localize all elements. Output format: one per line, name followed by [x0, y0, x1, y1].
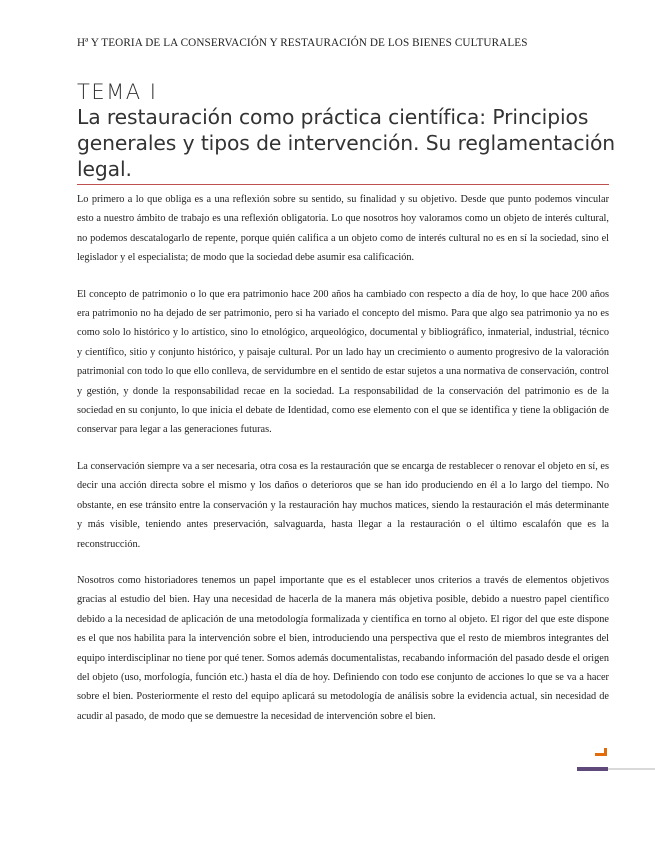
- footer-rule-dark: [577, 767, 608, 771]
- paragraph: Nosotros como historiadores tenemos un papel importante que es el establecer unos criterios a través de elementos objetivos gracias al estudio del bien. Hay una necesidad de hacerla de la manera más objetiva posible, debido a nuestro papel científico debido a la necesidad de aplicación de una metodología formalizada y científica en torno al objeto. El rigor del que este dispone es el que nos habilita para la intervención sobre el bien, introduciendo una perspectiva que el resto de miembros integrantes del equipo interdisciplinar no tiene por qué tener. Somos además documentalistas, recabando información del pasado desde el origen del objeto (uso, morfología, función etc.) hasta el día de hoy. Definiendo con todo ese conjunto de acciones lo que se va a hacer sobre el bien. Posteriormente el resto del equipo aplicará su metodología de análisis sobre la evidencia actual, sin necesidad de acudir al pasado, de modo que se demuestre la necesidad de intervención sobre el bien.: [77, 574, 609, 722]
- paragraph: El concepto de patrimonio o lo que era patrimonio hace 200 años ha cambiado con respecto a día de hoy, lo que hace 200 años era patrimonio no ha dejado de ser patrimonio, pero si ha variado el concepto del mismo. Para que algo sea patrimonio ya no es como solo lo histórico y lo artístico, sino lo etnológico, arqueológico, documental y bibliográfico, inmaterial, industrial, técnico y científico, sitio y conjunto histórico, y paisaje cultural. Por un lado hay un crecimiento o aumento progresivo de la valoración patrimonial con todo lo que ello conlleva, de servidumbre en el sentido de estar sujetos a una normativa de conservación, control y gestión, y donde la responsabilidad recae en la sociedad. La responsabilidad de la conservación del patrimonio es de la sociedad en su conjunto, lo que inicia el debate de Identidad, como ese elemento con el que se identifica y tiene la obligación de conservar para legar a las generaciones futuras.: [77, 288, 609, 436]
- body-text: [77, 190, 609, 743]
- page-corner-mark: [595, 748, 607, 756]
- chapter-title: La restauración como práctica científica: Principios generales y tipos de intervención. Su reglamentación legal.: [77, 105, 616, 181]
- running-header: Hª Y TEORIA DE LA CONSERVACIÓN Y RESTAURACIÓN DE LOS BIENES CULTURALES: [77, 37, 528, 49]
- footer-rule: [577, 767, 655, 771]
- chapter-label: TEMA I: [77, 80, 158, 104]
- paragraph: Lo primero a lo que obliga es a una reflexión sobre su sentido, su finalidad y su objetivo. Desde que punto podemos vincular esto a nuestro ámbito de trabajo es una reflexión obligatoria. Lo que nosotros hoy valoramos como un objeto de interés cultural, no podemos descatalogarlo de repente, porque quién califica a un objeto como de interés cultural no es en sí la sociedad, sino el legislador y el especialista; de modo que la sociedad debe asumir esa calificación.: [77, 194, 609, 264]
- paragraph: La conservación siempre va a ser necesaria, otra cosa es la restauración que se encarga de restablecer o renovar el objeto en sí, es decir una acción directa sobre el mismo y los daños o deterioros que se han ido produciendo en él a lo largo del tiempo. No obstante, en ese tránsito entre la conservación y la restauración hay muchos matices, siendo la restauración el más determinante y más visible, teniendo antes preservación, salvaguarda, hasta llegar a la restauración o el último escalafón que es la reconstrucción.: [77, 460, 609, 550]
- title-underline: [77, 184, 609, 185]
- footer-rule-light: [608, 768, 655, 770]
